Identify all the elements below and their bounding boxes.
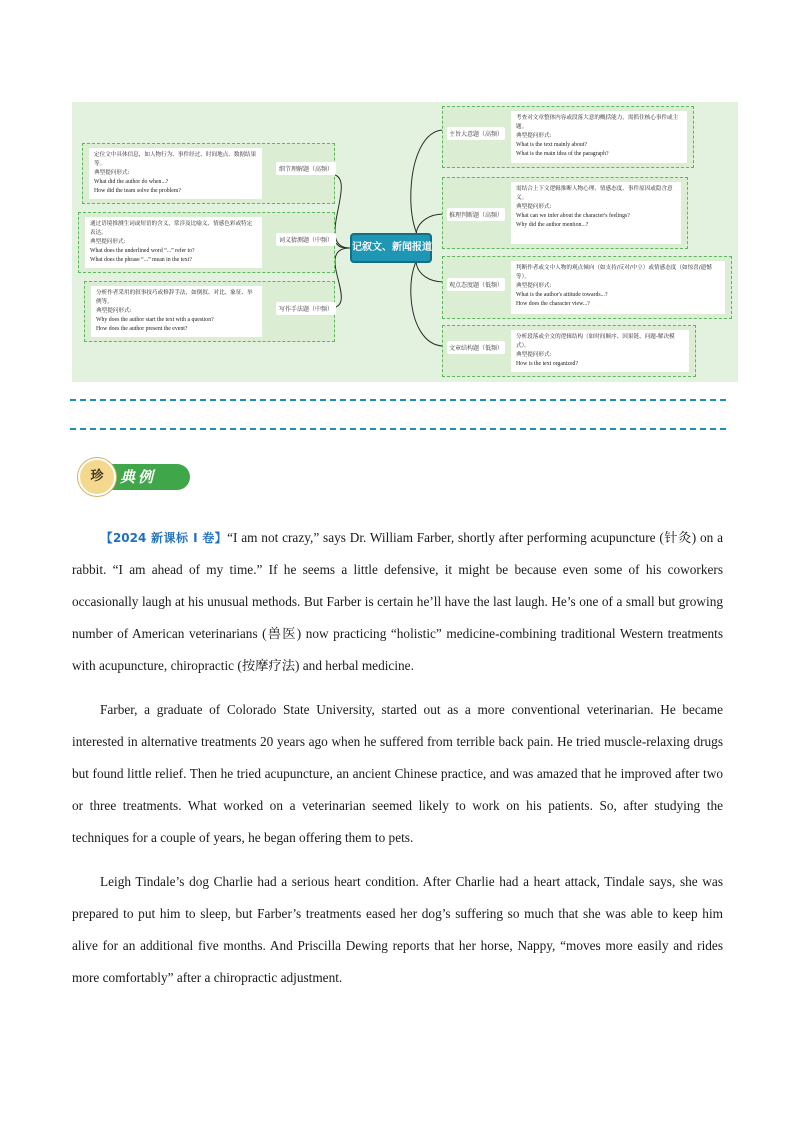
writing-technique-question-label: 写作手法题（中频）	[276, 302, 336, 315]
attitude-question-example-1: What is the author's attitude towards...?	[516, 292, 608, 298]
main-idea-question-desc: 考查对文章整体内容或段落大意的概括能力，需抓住核心事件或主题。	[516, 115, 679, 130]
badge-tab	[108, 464, 190, 490]
badge-seal-text: 珍	[90, 469, 104, 484]
article-paragraph-1-text: “I am not crazy,” says Dr. William Farber, shortly after performing acupuncture (针灸) on a rabbit. “I am ahead of my time.” If he seems a little defensive, it might be because even some of his coworkers occasionally laugh at his unusual methods. But Farber is certain he’ll have the last laugh. He’s one of a small but growing number of American veterinarians (兽医) now practicing “holistic” medicine-combining traditional Western treatments with acupuncture, chiropractic (按摩疗法) and herbal medicine.	[72, 530, 723, 673]
detail-question-typical: 典型提问形式:	[94, 170, 130, 176]
writing-technique-question-box	[84, 281, 335, 342]
main-idea-question-typical: 典型提问形式:	[516, 133, 552, 139]
inference-question-label: 推理判断题（高频）	[447, 208, 505, 221]
word-meaning-question-example-1: What does the underlined word “...” refer to?	[90, 248, 195, 254]
attitude-question-desc: 判断作者或文中人物的观点倾向（如支持/反对/中立）或情感态度（如惊喜/遗憾等）。	[516, 265, 712, 280]
structure-question-example-1: How is the text organized?	[516, 361, 579, 367]
article-paragraph-2-text: Farber, a graduate of Colorado State University, started out as a more conventional veterinarian. He became interested in alternative treatments 20 years ago when he suffered from terrible back pain. He tried muscle-relaxing drugs but found little relief. Then he tried acupuncture, an ancient Chinese practice, and was amazed that he improved after two or three treatments. What worked on a veterinarian seemed likely to work on his patients. So, after studying the techniques for a couple of years, he began offering them to pets.	[72, 702, 723, 845]
structure-question-typical: 典型提问形式:	[516, 352, 552, 358]
detail-question-example-2: How did the team solve the problem?	[94, 188, 181, 194]
attitude-question-typical: 典型提问形式:	[516, 283, 552, 289]
writing-technique-question-example-2: How does the author present the event?	[96, 326, 188, 332]
divider-bottom	[70, 428, 726, 430]
word-meaning-question-example-2: What does the phrase “...” mean in the text?	[90, 257, 192, 263]
divider-top	[70, 399, 726, 401]
structure-question-label: 文章结构题（低频）	[447, 341, 505, 354]
structure-question-desc: 分析段落或全文的逻辑结构（如时间顺序、因果链、问题-解决模式）。	[516, 334, 675, 349]
writing-technique-question-typical: 典型提问形式:	[96, 308, 132, 314]
word-meaning-question-typical: 典型提问形式:	[90, 239, 126, 245]
badge-seal-icon	[78, 458, 116, 496]
inference-question-example-2: Why did the author mention...?	[516, 222, 589, 228]
article-paragraph-3	[72, 866, 723, 994]
inference-question-content	[511, 182, 681, 244]
main-idea-question-box	[442, 106, 694, 168]
writing-technique-question-example-1: Why does the author start the text with a question?	[96, 317, 214, 323]
inference-question-box	[442, 177, 688, 249]
article-paragraph-1	[72, 522, 723, 682]
structure-question-box	[442, 325, 696, 377]
attitude-question-example-2: How does the character view...?	[516, 301, 590, 307]
article-source-tag: 【2024 新课标 I 卷】	[100, 531, 228, 545]
main-idea-question-content	[511, 111, 687, 163]
inference-question-example-1: What can we infer about the character's feelings?	[516, 213, 630, 219]
inference-question-desc: 需结合上下文逻辑推断人物心理、情感态度、事件原因或隐含意义。	[516, 186, 673, 201]
attitude-question-content	[511, 261, 725, 314]
article-paragraph-2	[72, 694, 723, 854]
example-section-badge	[78, 458, 193, 496]
mind-map	[72, 102, 738, 382]
article-paragraph-3-text: Leigh Tindale’s dog Charlie had a serious heart condition. After Charlie had a heart attack, Tindale says, she was prepared to put him to sleep, but Farber’s treatments eased her dog’s suffering so much that she was able to keep him alive for an additional five months. And Priscilla Dewing reports that her horse, Nappy, “moves more easily and rides more comfortably” after a chiropractic adjustment.	[72, 874, 723, 985]
word-meaning-question-content	[85, 217, 262, 268]
detail-question-content	[89, 148, 262, 199]
writing-technique-question-desc: 分析作者采用的叙事技巧或修辞手法，如倒叙、对比、象征、举例等。	[96, 290, 253, 305]
word-meaning-question-label: 词义猜测题（中频）	[276, 233, 336, 246]
detail-question-example-1: What did the author do when...?	[94, 179, 169, 185]
badge-tab-label: 典例	[120, 468, 157, 486]
main-idea-question-label: 主旨大意题（高频）	[447, 127, 505, 140]
mind-map-center: 记叙文、新闻报道	[350, 233, 432, 263]
word-meaning-question-box	[78, 212, 335, 273]
attitude-question-label: 观点态度题（低频）	[447, 278, 505, 291]
detail-question-label: 细节理解题（高频）	[276, 162, 336, 175]
word-meaning-question-desc: 通过语境推测生词或短语的含义，常涉及比喻义、情感色彩或特定表达。	[90, 221, 253, 236]
detail-question-box	[82, 143, 335, 204]
main-idea-question-example-2: What is the main idea of the paragraph?	[516, 151, 609, 157]
structure-question-content	[511, 330, 689, 372]
inference-question-typical: 典型提问形式:	[516, 204, 552, 210]
attitude-question-box	[442, 256, 732, 319]
writing-technique-question-content	[91, 286, 262, 337]
detail-question-desc: 定位文中具体信息，如人物行为、事件经过、时间地点、数据结果等。	[94, 152, 257, 167]
main-idea-question-example-1: What is the text mainly about?	[516, 142, 587, 148]
